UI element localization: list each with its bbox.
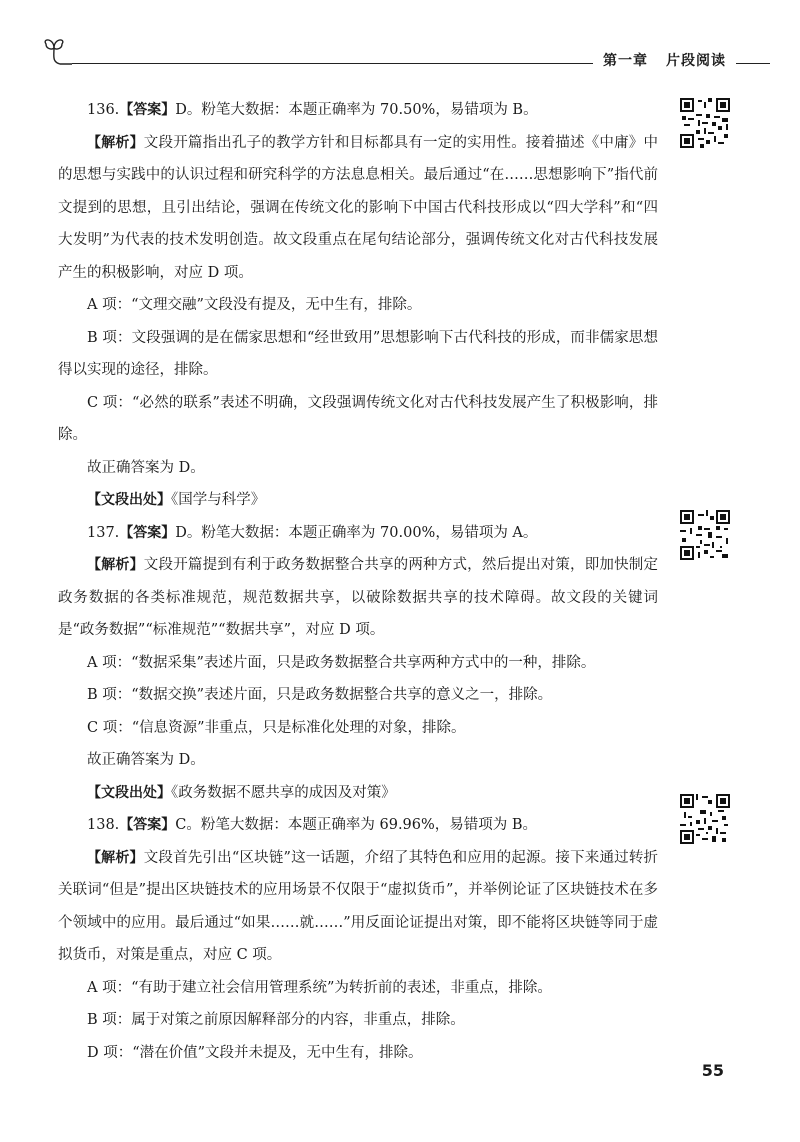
bracket-tag: 【解析】	[87, 557, 144, 573]
answer-line: 138.【答案】C。粉笔大数据：本题正确率为 69.96%，易错项为 B。	[87, 817, 538, 833]
bracket-tag: 【文段出处】	[87, 784, 171, 801]
bracket-tag: 【文段出处】	[87, 492, 171, 508]
answer-line: 137.【答案】D。粉笔大数据：本题正确率为 70.00%，易错项为 A。	[87, 524, 538, 541]
qr-code-icon[interactable]	[680, 794, 730, 844]
answer-content	[58, 94, 658, 1069]
bracket-tag: 【答案】	[119, 102, 176, 118]
option-explanation: B 项：“数据交换”表述片面，只是政务数据整合共享的意义之一，排除。	[87, 687, 553, 703]
analysis-paragraph: 【解析】文段开篇指出孔子的教学方针和目标都具有一定的实用性。接着描述《中庸》中的思想与实践中的认识过程和研究科学的方法息息相关。最后通过“在……思想影响下”指代前文提到的思想，且引出结论，强调在传统文化的影响下中国古代科技形成以“四大学科”和“四大发明”为代表的技术发明创造。故文段重点在尾句结论部分，强调传统文化对古代科技发展产生的积极影响，对应 D 项。	[58, 134, 659, 281]
qr-code-icon[interactable]	[680, 98, 730, 148]
analysis-paragraph: 【解析】文段首先引出“区块链”这一话题，介绍了其特色和应用的起源。接下来通过转折关联词“但是”提出区块链技术的应用场景不仅限于“虚拟货币”，并举例论证了区块链技术在多个领域中的应用。最后通过“如果……就……”用反面论证提出对策，即不能将区块链等同于虚拟货币，对策是重点，对应 C 项。	[58, 849, 659, 963]
bracket-tag: 【答案】	[119, 524, 176, 541]
option-explanation: B 项：文段强调的是在儒家思想和“经世致用”思想影响下古代科技的形成，而非儒家思想得以实现的途径，排除。	[58, 329, 658, 378]
section-label: 片段阅读	[666, 53, 726, 69]
option-explanation: C 项：“必然的联系”表述不明确，文段强调传统文化对古代科技发展产生了积极影响，排除。	[58, 394, 658, 443]
option-explanation: A 项：“文理交融”文段没有提及，无中生有，排除。	[87, 297, 422, 313]
option-explanation: C 项：“信息资源”非重点，只是标准化处理的对象，排除。	[87, 719, 466, 736]
source-line: 【文段出处】《国学与科学》	[87, 492, 266, 508]
option-explanation: B 项：属于对策之前原因解释部分的内容，非重点，排除。	[87, 1012, 465, 1028]
analysis-paragraph: 【解析】文段开篇提到有利于政务数据整合共享的两种方式，然后提出对策，即加快制定政务数据的各类标准规范，规范数据共享，以破除数据共享的技术障碍。故文段的关键词是“政务数据”“标准规范”“数据共享”，对应 D 项。	[58, 557, 659, 638]
option-explanation: A 项：“有助于建立社会信用管理系统”为转折前的表述，非重点，排除。	[87, 979, 552, 996]
option-explanation: A 项：“数据采集”表述片面，只是政务数据整合共享两种方式中的一种，排除。	[87, 654, 596, 671]
bracket-tag: 【答案】	[119, 817, 176, 833]
option-explanation: D 项：“潜在价值”文段并未提及，无中生有，排除。	[87, 1044, 423, 1061]
source-line: 【文段出处】《政务数据不愿共享的成因及对策》	[87, 784, 396, 801]
header-label	[593, 50, 736, 70]
conclusion: 故正确答案为 D。	[87, 459, 205, 476]
qr-code-icon[interactable]	[680, 510, 730, 560]
answer-line: 136.【答案】D。粉笔大数据：本题正确率为 70.50%，易错项为 B。	[87, 102, 538, 118]
conclusion: 故正确答案为 D。	[87, 752, 205, 768]
page-number: 55	[701, 1061, 724, 1080]
running-header	[40, 36, 770, 72]
sprout-icon	[40, 36, 74, 68]
chapter-label: 第一章	[603, 53, 648, 69]
bracket-tag: 【解析】	[87, 849, 144, 866]
bracket-tag: 【解析】	[87, 134, 144, 151]
